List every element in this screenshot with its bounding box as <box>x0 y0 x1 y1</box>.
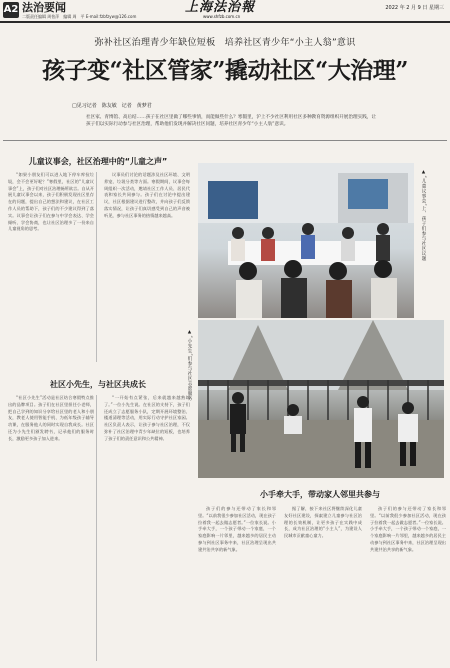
section-2-title: 社区小先生，与社区共成长 <box>50 380 146 389</box>
headline: 孩子变“社区管家”撬动社区“大治理” <box>42 57 408 84</box>
photo-2-caption: ▲“小先生”们参与社区志愿服务 <box>187 330 192 402</box>
kicker: 弥补社区治理青少年缺位短板 培养社区青少年“小主人翁”意识 <box>94 38 356 48</box>
newspaper-url: www.shfzb.com.cn <box>203 14 241 19</box>
lead-rule <box>3 140 447 141</box>
body-column-3: “社区小先生”活动是社区结合寒假特点推出的品牌项目。孩子们在社区里担任小老师，把自己学到的知识分享给社区里的老人和小朋友，教老人使用智能手机、为低年级孩子辅导功课，在服务他人的同时实现自我成长。社区还为小先生们颁发聘书，记录他们的服务时长，激励更多孩子加入进来。 <box>8 395 94 441</box>
body-column-1: “如果小朋友们可以进入地下停车库捡垃圾，会不会更好呢？”寒假里，社区的“儿童议事会”上，孩子们对社区治理畅所欲言。自从开展儿童议事会以来，孩子们积极发现社区里存在的问题，提出自己的想法和建议，在社区工作人员的帮助下，孩子们的不少建议得到了落实。议事会让孩子们在参与中学会表达、学会倾听、学会协商，也让社区治理多了一份来自儿童视角的思考。 <box>8 172 94 232</box>
newspaper-logo: 上海法治報 <box>185 0 256 15</box>
editor-credits: 二版责任编辑 周怡萍 编辑 周 平 E-mail:fzbfzyw@126.com <box>22 14 137 19</box>
photo-children-meeting <box>198 163 414 318</box>
page-number-badge: A2 <box>3 2 19 18</box>
photo-children-volunteering <box>198 320 444 478</box>
section-3-title: 小手牵大手，带动家人邻里共参与 <box>260 490 380 499</box>
lead-paragraph: 社区家、青博馆、高后结……孩子在社区里做了哪些事情，而能做些什么？寒假里，沪上不少社区利用社区多种教育资源组织开展治理实践，让孩子们以实际行动参与社区治理，帮助他们发现并解决社区问题，培养社区青少年“小主人翁”意识。 <box>86 115 376 127</box>
header-rule <box>0 21 450 23</box>
column-divider <box>96 395 97 661</box>
body-column-6: 据了解，接下来社区将继续深化儿童友好社区建设，探索建立儿童参与社区治理的长效机制，让更多孩子在实践中成长，成为社区治理的“小主人”，为建设人民城市贡献童心童力。 <box>284 506 362 539</box>
section-title: 法治要闻 <box>22 1 66 14</box>
masthead <box>0 0 450 22</box>
section-1-title: 儿童议事会，社区治理中的“儿童之声” <box>28 157 168 166</box>
column-divider <box>96 172 97 362</box>
issue-date: 2022 年 2 月 9 日 星期三 <box>385 5 444 11</box>
photo-1-caption: ▲“儿童议事会”上，孩子们参与社区议题 <box>421 170 426 262</box>
body-column-7: 孩子们的参与还带动了家长和邻里。“以前我很少参加社区活动，现在孩子拉着我一起去做志愿者。”一位家长说。小手牵大手，一个孩子带动一个家庭，一个家庭影响一片邻里，越来越多的居民主动参与到社区事务中来，社区治理呈现出共建共治共享的新气象。 <box>370 506 446 552</box>
body-column-4: “一开始有点紧张，后来就越来越熟练了。”一位小先生说。在社区的支持下，孩子们还成立了志愿服务小队，定期开展环境整治、楼道清理等活动，用实际行动守护社区家园。社区负责人表示，让孩子参与社区治理，不仅弥补了社区治理中青少年缺位的短板，也培养了孩子们的责任意识和公共精神。 <box>104 395 190 441</box>
body-column-5: 孩子们的参与还带动了家长和邻里。“以前我很少参加社区活动，现在孩子拉着我一起去做志愿者。”一位家长说。小手牵大手，一个孩子带动一个家庭，一个家庭影响一片邻里，越来越多的居民主动参与到社区事务中来，社区治理呈现出共建共治共享的新气象。 <box>198 506 276 552</box>
body-column-2: 议事员们讨论的话题涉及社区环境、文明养宠、垃圾分类等方面。寒假期间，议事会每周组织一次活动，邀请社区工作人员、居民代表和家长共同参与。孩子们在讨论中提出建议，社区根据建议进行整改，并向孩子们反馈落实情况，让孩子们真切感受到自己的声音被听见，参与社区事务的热情越来越高。 <box>104 172 190 218</box>
byline: □见习记者 陈友敏 记者 黄梦君 <box>72 103 152 109</box>
